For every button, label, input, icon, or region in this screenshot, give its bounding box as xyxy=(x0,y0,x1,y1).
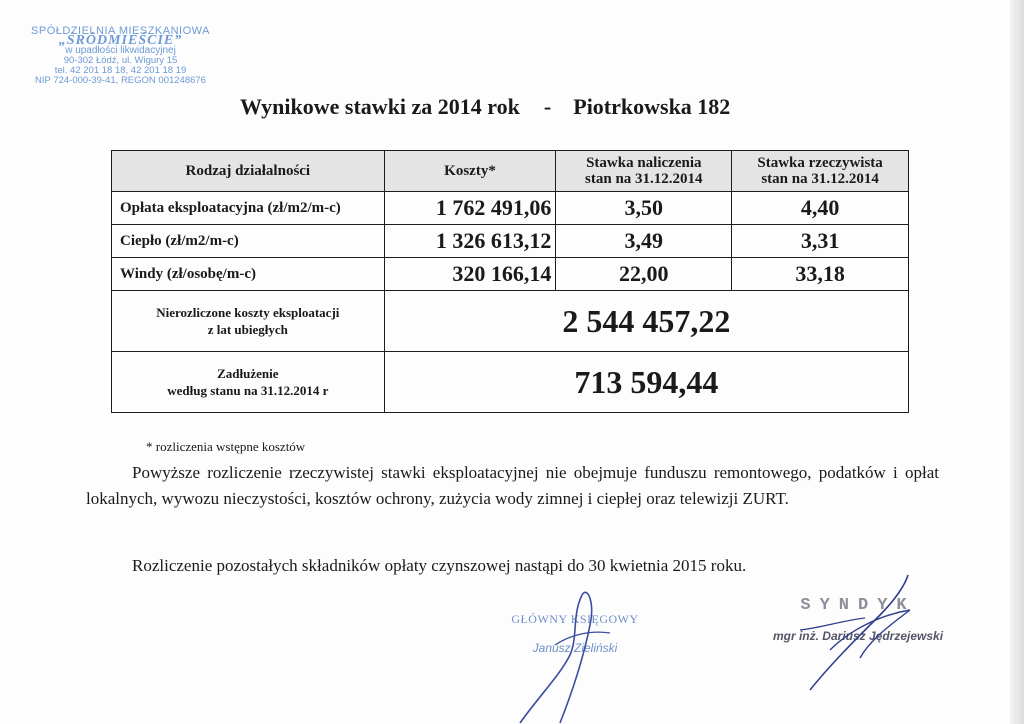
row-rate-accrual: 22,00 xyxy=(556,258,732,291)
header-rate-accrual xyxy=(556,151,732,192)
row-rate-actual: 4,40 xyxy=(732,192,909,225)
debt-label xyxy=(112,352,385,413)
table-row xyxy=(112,192,909,225)
stamp-line: w upadłości likwidacyjnej xyxy=(65,45,176,56)
signature-block-receiver xyxy=(758,596,958,643)
unsettled-costs-label-line1: Nierozliczone koszty eksploatacji xyxy=(156,305,340,320)
header-rate-accrual-line2: stan na 31.12.2014 xyxy=(585,171,703,187)
row-costs: 1 762 491,06 xyxy=(384,192,556,225)
rates-table xyxy=(111,150,909,413)
receiver-role: SYNDYK xyxy=(800,596,916,615)
row-rate-accrual: 3,49 xyxy=(556,225,732,258)
row-rate-accrual: 3,50 xyxy=(556,192,732,225)
stamp-line: 90-302 Łódź, ul. Wigury 15 xyxy=(63,55,178,66)
paragraph-settlement-date-text: Rozliczenie pozostałych składników opłaty czynszowej nastąpi do 30 kwietnia 2015 roku. xyxy=(132,556,747,575)
document-title xyxy=(240,94,730,120)
paragraph-settlement-date xyxy=(86,553,939,579)
debt-label-line1: Zadłużenie xyxy=(217,366,279,381)
header-costs: Koszty* xyxy=(384,151,556,192)
accountant-name: Janusz Zieliński xyxy=(532,641,618,655)
accountant-role: GŁÓWNY KSIĘGOWY xyxy=(511,612,639,626)
row-costs: 1 326 613,12 xyxy=(384,225,556,258)
debt-label-line2: według stanu na 31.12.2014 r xyxy=(167,383,329,398)
cooperative-stamp xyxy=(18,26,223,86)
header-rate-actual xyxy=(732,151,909,192)
header-activity: Rodzaj działalności xyxy=(112,151,385,192)
row-label: Ciepło (zł/m2/m-c) xyxy=(112,225,385,258)
paragraph-exclusions-text: Powyższe rozliczenie rzeczywistej stawki eksploatacyjnej nie obejmuje funduszu remontowego, podatków i opłat lokalnych, wywozu nieczystości, kosztów ochrony, zużycia wody zimnej i ciepłej oraz telewizji ZURT. xyxy=(86,463,939,508)
receiver-name: mgr inż. Dariusz Jędrzejewski xyxy=(772,629,944,643)
table-row xyxy=(112,225,909,258)
debt-row xyxy=(112,352,909,413)
header-rate-accrual-line1: Stawka naliczenia xyxy=(586,155,702,171)
row-label: Opłata eksploatacyjna (zł/m2/m-c) xyxy=(112,192,385,225)
title-dash: - xyxy=(543,94,552,119)
debt-value: 713 594,44 xyxy=(384,352,908,413)
stamp-line: tel. 42 201 18 18, 42 201 18 19 xyxy=(54,65,187,76)
stamp-line: NIP 724-000-39-41, REGON 001248676 xyxy=(35,75,206,86)
table-header-row xyxy=(112,151,909,192)
paragraph-exclusions xyxy=(86,460,939,512)
unsettled-costs-label-line2: z lat ubiegłych xyxy=(207,322,288,337)
title-main: Wynikowe stawki za 2014 rok xyxy=(240,94,520,119)
header-rate-actual-line2: stan na 31.12.2014 xyxy=(761,171,879,187)
table-row xyxy=(112,258,909,291)
unsettled-costs-value: 2 544 457,22 xyxy=(384,291,908,352)
stamp-name: „ŚRÓDMIEŚCIE” xyxy=(58,33,183,48)
row-costs: 320 166,14 xyxy=(384,258,556,291)
unsettled-costs-label xyxy=(112,291,385,352)
row-rate-actual: 33,18 xyxy=(732,258,909,291)
signature-block-accountant xyxy=(505,612,645,655)
footnote: * rozliczenia wstępne kosztów xyxy=(146,439,306,454)
row-rate-actual: 3,31 xyxy=(732,225,909,258)
unsettled-costs-row xyxy=(112,291,909,352)
title-address: Piotrkowska 182 xyxy=(573,94,731,119)
header-rate-actual-line1: Stawka rzeczywista xyxy=(757,155,883,171)
row-label: Windy (zł/osobę/m-c) xyxy=(112,258,385,291)
stamp-line: SPÓŁDZIELNIA MIESZKANIOWA xyxy=(31,25,210,37)
page-edge xyxy=(1010,0,1024,724)
